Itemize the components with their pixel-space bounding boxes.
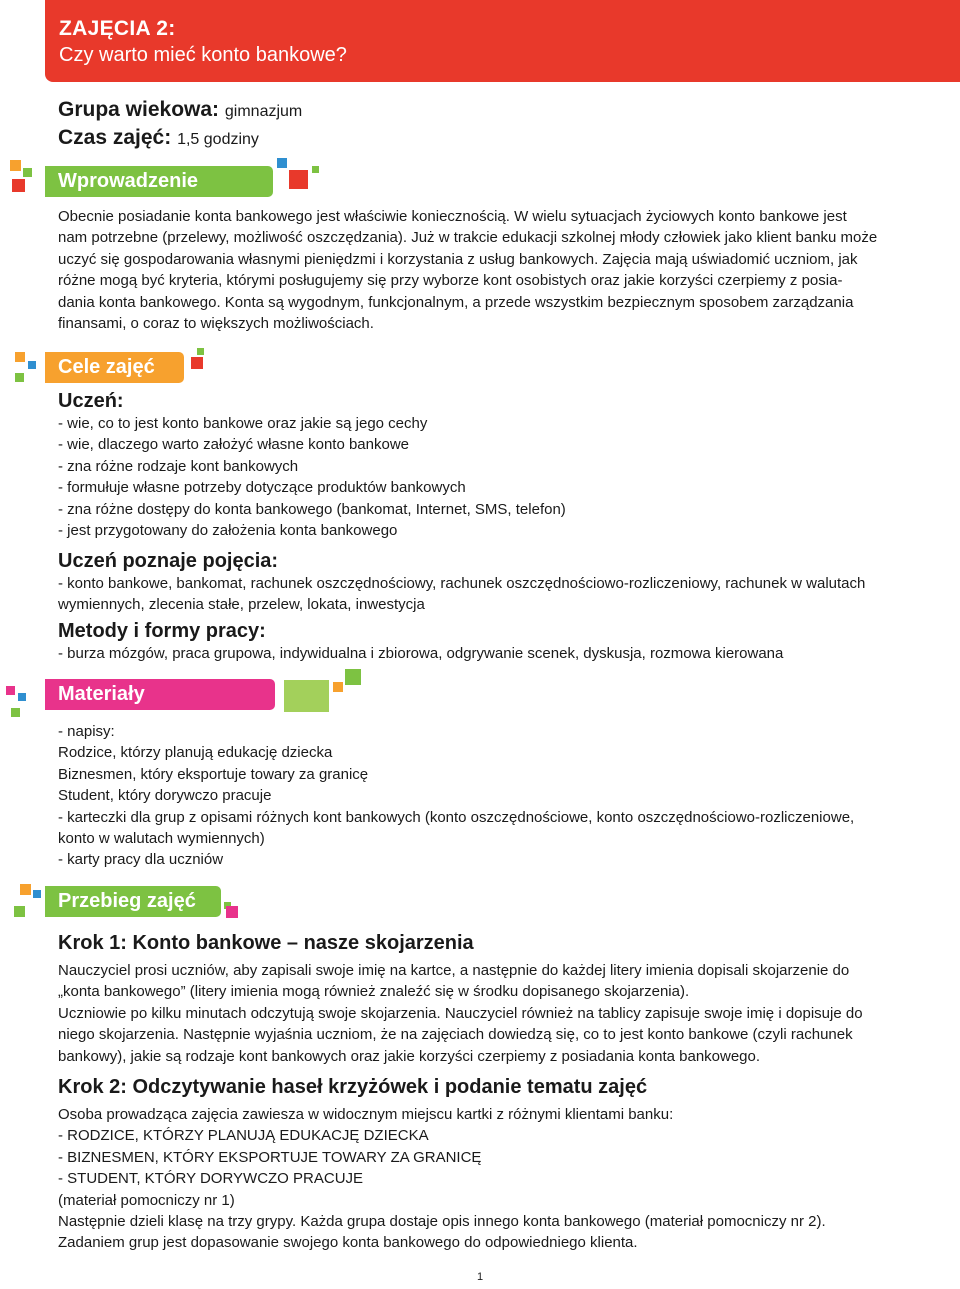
list-item: - wie, dlaczego warto założyć własne konto bankowe [58,436,410,454]
section-band-goals: Cele zajęć [45,352,184,383]
goals-list [58,413,908,541]
lesson-duration [58,126,259,150]
list-item: - wie, co to jest konto bankowe oraz jakie są jego cechy [58,415,428,432]
concepts-paragraph: - konto bankowe, bankomat, rachunek oszczędnościowy, rachunek oszczędnościowo-rozliczeniowy, rachunek w walutach wymiennych, zlecenia stałe, przelew, lokata, inwestycja [58,575,866,614]
lesson-title: ZAJĘCIA 2: [59,17,176,40]
section-band-course: Przebieg zajęć [45,886,221,917]
section-band-introduction: Wprowadzenie [45,166,273,197]
list-item: - karty pracy dla uczniów [58,851,224,869]
duration-value: 1,5 godziny [177,131,259,148]
list-item: Rodzice, którzy planują edukację dziecka [58,744,333,762]
list-item: - karteczki dla grup z opisami różnych kont bankowych (konto oszczędnościowe, konto oszczędnościowo-rozliczeniowe, [58,808,855,826]
step2-heading: Krok 2: Odczytywanie haseł krzyżówek i podanie tematu zajęć [58,1076,648,1098]
list-item: - formułuje własne potrzeby dotyczące produktów bankowych [58,479,466,497]
methods-heading: Metody i formy pracy: [58,620,266,642]
page-header [45,0,960,82]
age-group [58,98,302,122]
list-item: - zna różne rodzaje kont bankowych [58,457,299,475]
student-heading: Uczeń: [58,390,124,412]
list-item: - jest przygotowany do założenia konta bankowego [58,522,398,540]
list-item: Student, który dorywczo pracuje [58,787,272,805]
methods-paragraph: - burza mózgów, praca grupowa, indywidualna i zbiorowa, odgrywanie scenek, dyskusja, rozmowa kierowana [58,645,784,662]
list-item: konto w walutach wymiennych) [58,830,265,848]
materials-list [58,721,908,871]
list-item: - zna różne dostępy do konta bankowego (bankomat, Internet, SMS, telefon) [58,500,566,518]
step1-heading: Krok 1: Konto bankowe – nasze skojarzenia [58,932,474,954]
age-group-label: Grupa wiekowa: [58,98,220,121]
list-item: Biznesmen, który eksportuje towary za granicę [58,765,369,783]
list-item: - napisy: [58,723,115,740]
introduction-paragraph: Obecnie posiadanie konta bankowego jest właściwie koniecznością. W wielu sytuacjach życiowych konto bankowe jest nam potrzebne (przelewy, możliwość oszczędzania). Już w trakcie edukacji szkolnej młody człowiek jako klient banku może uczyć się gospodarowania własnymi pieniędzmi i korzystania z usług bankowych. Zajęcia mają uświadomić uczniom, jak różne mogą być kryteria, którymi posługujemy się przy wyborze kont osobistych oraz jakie korzyści czerpiemy z posia- dania konta bankowego. Konta są wygodnym, funkcjonalnym, a przede wszystkim bezpiecznym sposobem zarządzania finansami, o coraz to większych możliwościach. [58,208,878,333]
step2-paragraph: Osoba prowadząca zajęcia zawiesza w widocznym miejscu kartki z różnymi klientami banku: - RODZICE, KTÓRZY PLANUJĄ EDUKACJĘ DZIECKA - BIZNESMEN, KTÓRY EKSPORTUJE TOWARY ZA GRANICĘ - STUDENT, KTÓRY DORYWCZO PRACUJE (materiał pomocniczy nr 1) Następnie dzieli klasę na trzy grypy. Każda grupa dostaje opis innego konta bankowego (materiał pomocniczy nr 2). Zadaniem grup jest dopasowanie swojego konta bankowego do odpowiedniego klienta. [58,1106,826,1252]
step1-paragraph: Nauczyciel prosi uczniów, aby zapisali swoje imię na kartce, a następnie do każdej litery imienia dopisali skojarzenie do „konta bankowego” (litery imienia mogą również znaleźć się w środku dopisanego skojarzenia). Uczniowie po kilku minutach odczytują swoje skojarzenia. Nauczyciel również na tablicy zapisuje swoje imię i dopisuje do niego skojarzenia. Następnie wyjaśnia uczniom, że na zajęciach dowiedzą się, co to jest konto bankowe (czyli rachunek bankowy), jakie są rodzaje kont bankowych oraz jakie korzyści czerpiemy z posiadania konta bankowego. [58,962,863,1065]
section-band-materials: Materiały [45,679,275,710]
lesson-subtitle: Czy warto mieć konto bankowe? [59,44,347,66]
age-group-value: gimnazjum [224,103,303,120]
concepts-heading: Uczeń poznaje pojęcia: [58,550,279,572]
duration-label: Czas zajęć: [58,126,172,149]
page-number: 1 [477,1271,484,1283]
